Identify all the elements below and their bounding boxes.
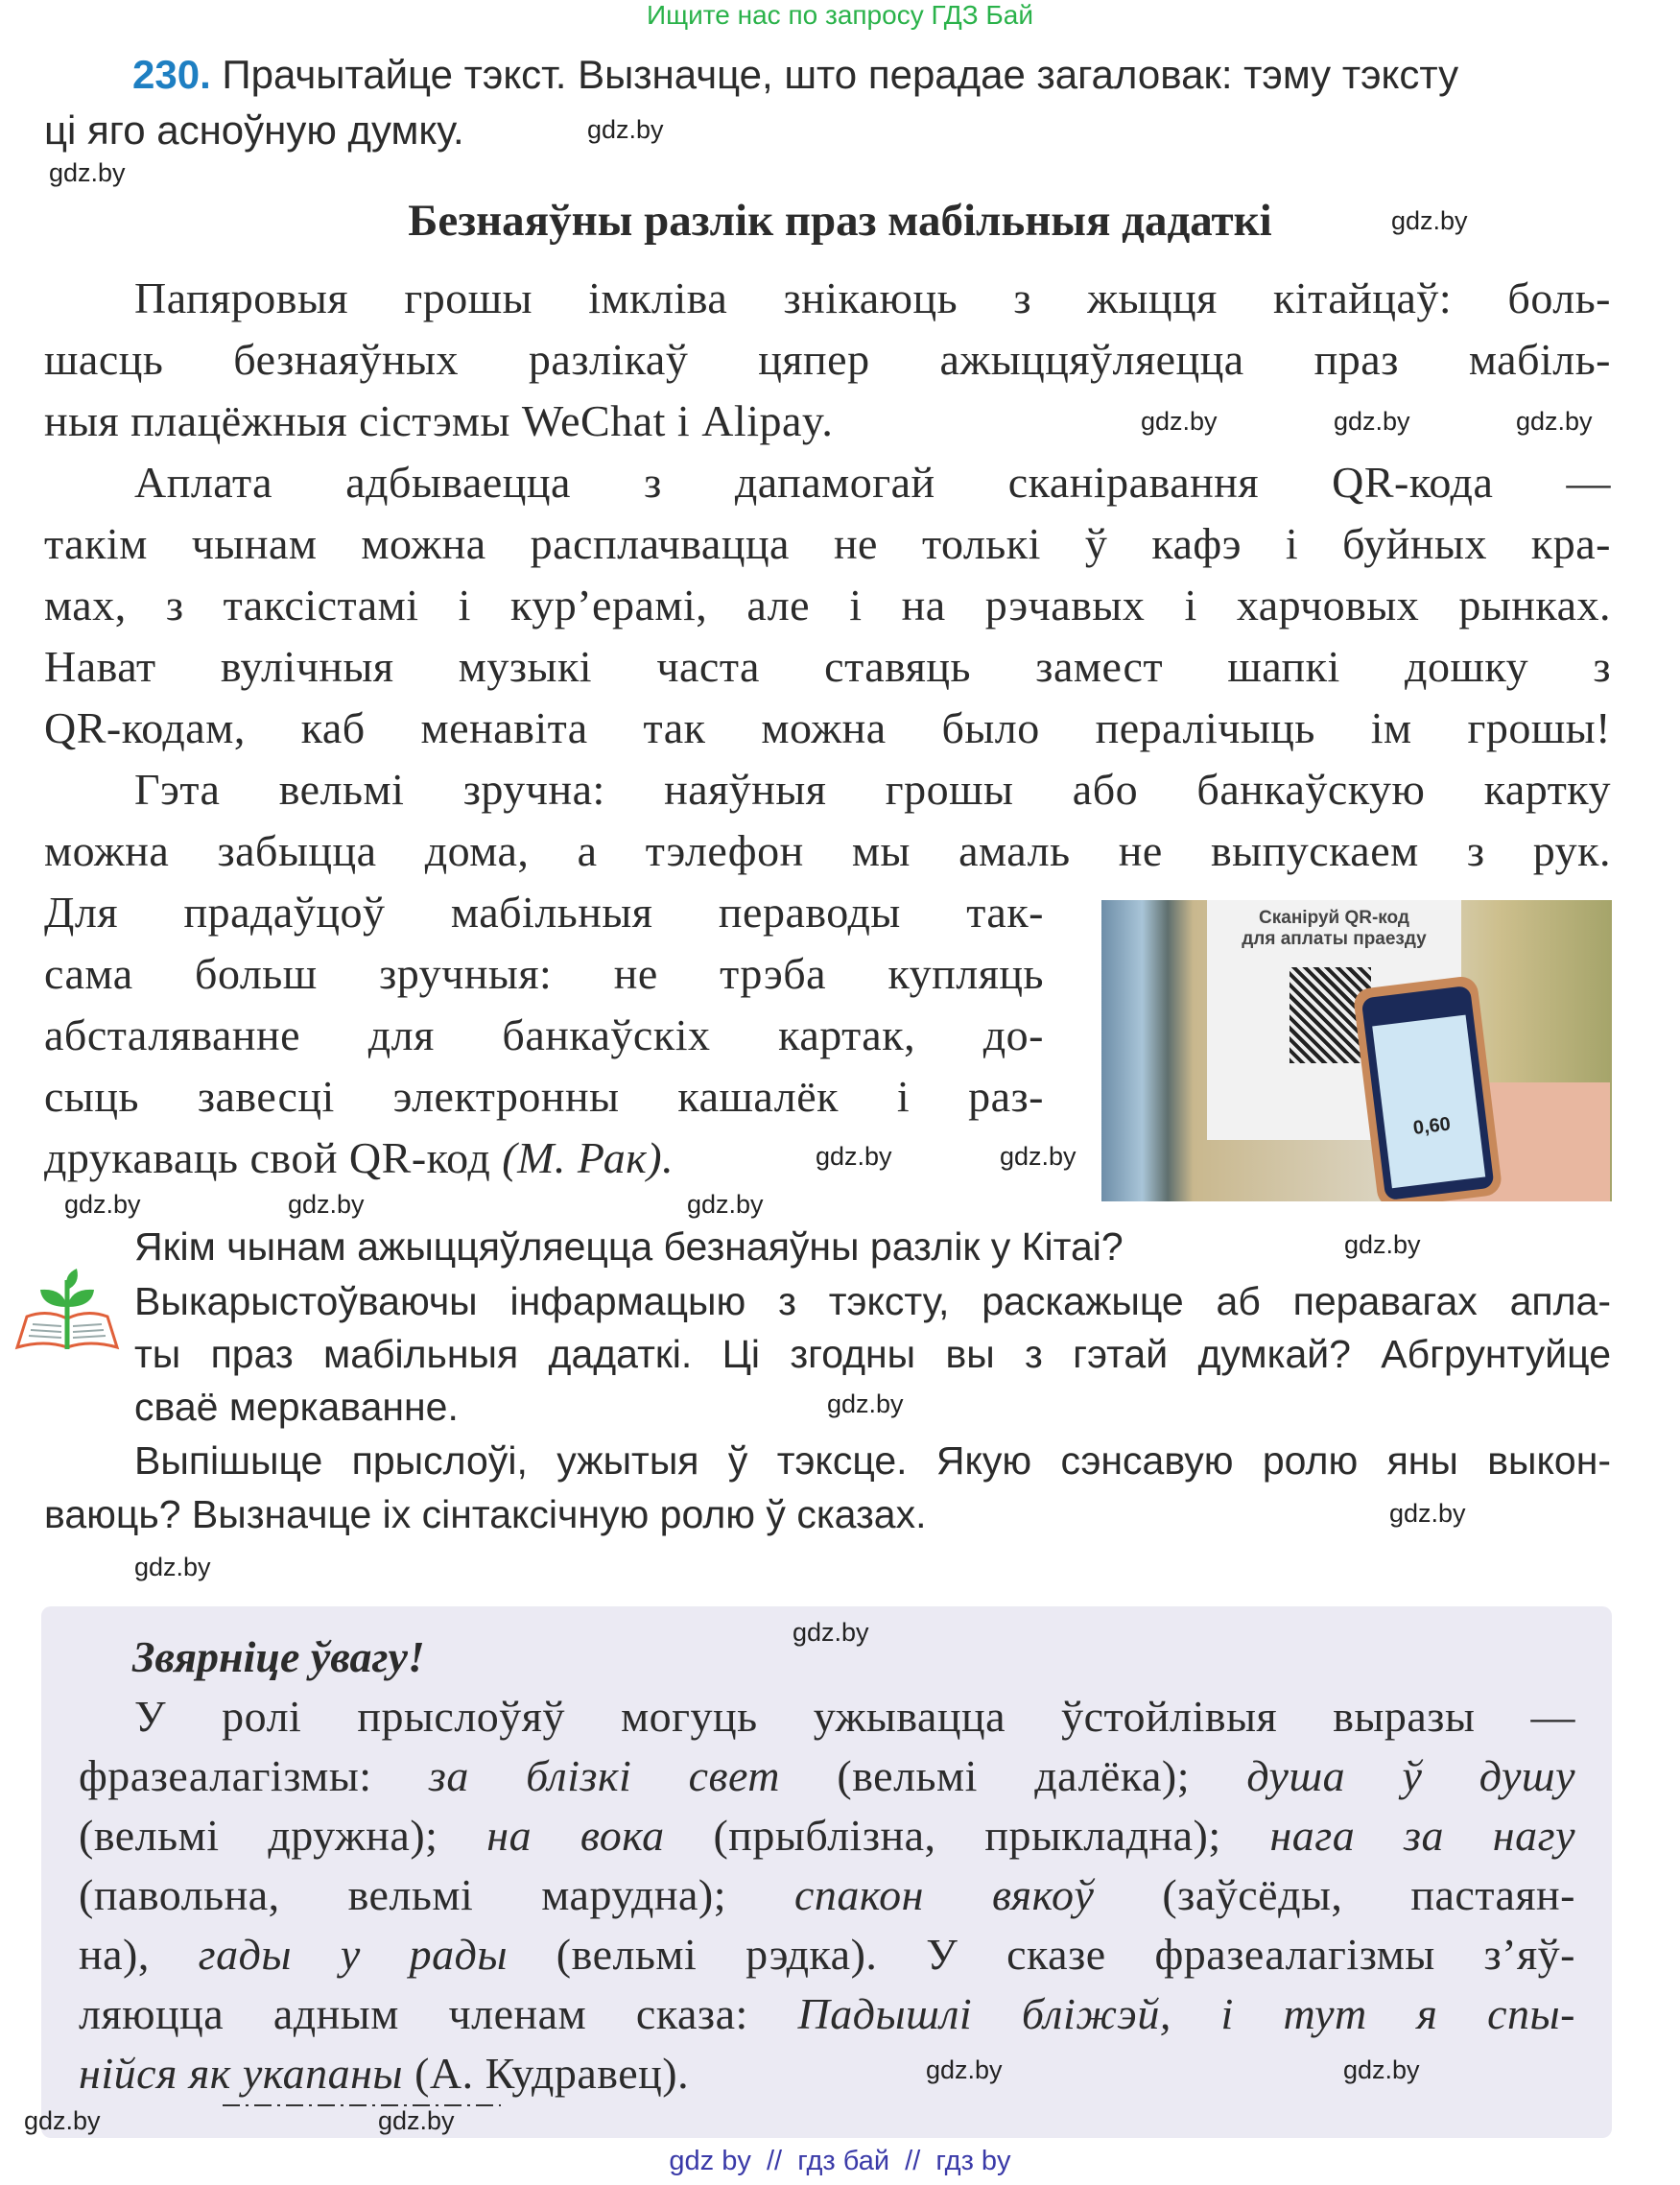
- note-text-segment: (заўсёды, пастаян-: [1094, 1870, 1575, 1919]
- body-line: такім чынам можна расплачвацца не толькі ў кафэ і буйных кра-: [44, 519, 1611, 568]
- gdz-watermark: gdz.by: [1141, 407, 1218, 436]
- question-line: Выкарыстоўваючы інфармацыю з тэксту, раскажыце аб перавагах апла-: [134, 1279, 1611, 1323]
- phraseologism: за блізкі свет: [428, 1751, 781, 1800]
- phraseologism: душа ў душу: [1246, 1751, 1576, 1800]
- phraseologism: спакон вякоў: [793, 1870, 1095, 1919]
- adverbial-underline: [223, 2102, 501, 2109]
- note-line: [134, 1690, 1575, 1744]
- text-heading: Безнаяўны разлік праз мабільныя дадаткі: [408, 196, 1272, 246]
- phraseologism: Падышлі бліжэй, і тут я спы-: [797, 1989, 1575, 2038]
- note-text-segment: (А. Кудравец).: [403, 2049, 690, 2098]
- question-line: сваё меркаванне.: [134, 1385, 459, 1429]
- gdz-watermark: gdz.by: [687, 1190, 764, 1219]
- note-text-segment: фразеалагізмы:: [79, 1751, 429, 1800]
- note-text-segment: У ролі прыслоўяў могуць ужывацца ўстойлівыя выразы —: [134, 1692, 1575, 1741]
- note-text-segment: (прыблізна, прыкладна);: [664, 1811, 1270, 1860]
- body-line-text: друкаваць свой QR-код: [44, 1133, 503, 1182]
- question-line: ты праз мабільныя дадаткі. Ці згодны вы з гэтай думкай? Абгрунтуйце: [134, 1332, 1611, 1376]
- gdz-watermark: gdz.by: [1516, 407, 1593, 436]
- note-line: [79, 1987, 1575, 2041]
- qr-payment-photo: [1101, 900, 1612, 1201]
- body-line: можна забыцца дома, а тэлефон мы амаль не выпускаем з рук.: [44, 826, 1611, 875]
- gdz-watermark: gdz.by: [1391, 206, 1468, 235]
- body-line: Для прадаўцоў мабільныя пераводы так-: [44, 888, 1044, 937]
- task-line-1: [132, 52, 1458, 98]
- task-line-2: ці яго асноўную думку.: [44, 107, 464, 153]
- phraseologism: нага за нагу: [1269, 1811, 1575, 1860]
- body-line: Папяровыя грошы імкліва знікаюць з жыцця кітайцаў: боль-: [134, 273, 1611, 322]
- note-text-segment: на),: [79, 1930, 199, 1979]
- body-line: мах, з таксістамі і кур’ерамі, але і на рэчавых і харчовых рынках.: [44, 581, 1611, 629]
- note-text-segment: ляюцца адным членам сказа:: [79, 1989, 798, 2038]
- gdz-watermark: gdz.by: [827, 1389, 904, 1418]
- phraseologism: укапаны: [242, 2049, 404, 2098]
- note-text-segment: (павольна, вельмі марудна);: [79, 1870, 794, 1919]
- note-text-segment: (вельмі рэдка). У сказе фразеалагізмы з’яў-: [508, 1930, 1575, 1979]
- phraseologism: на вока: [486, 1811, 665, 1860]
- gdz-watermark: gdz.by: [926, 2055, 1003, 2084]
- body-line: QR-кодам, каб менавіта так можна было пералічыць ім грошы!: [44, 703, 1611, 752]
- gdz-watermark: gdz.by: [49, 158, 126, 187]
- note-title: Звярніце ўвагу!: [132, 1632, 425, 1681]
- body-line: [44, 1131, 674, 1185]
- question-line: Якім чынам ажыццяўляецца безнаяўны разлік у Кітаі?: [134, 1224, 1124, 1269]
- body-line: сама больш зручныя: не трэба купляць: [44, 949, 1044, 998]
- phraseologism: нійся як: [79, 2049, 243, 2098]
- body-line: сыць завесці электронны кашалёк і раз-: [44, 1072, 1044, 1121]
- payment-amount: 0,60: [1411, 1113, 1453, 1140]
- top-watermark: Ищите нас по запросу ГДЗ Бай: [646, 0, 1034, 30]
- body-line: Нават вулічныя музыкі часта ставяць замест шапкі дошку з: [44, 642, 1611, 691]
- phraseologism: гады у рады: [198, 1930, 508, 1979]
- gdz-watermark: gdz.by: [1343, 2055, 1420, 2084]
- body-line: шасць безнаяўных разлікаў цяпер ажыццяўляецца праз мабіль-: [44, 335, 1611, 384]
- body-line: ныя плацёжныя сістэмы WeChat і Alipay.: [44, 396, 834, 445]
- gdz-watermark: gdz.by: [64, 1190, 141, 1219]
- note-text-segment: (вельмі дружна);: [79, 1811, 487, 1860]
- gdz-watermark: gdz.by: [1000, 1142, 1077, 1171]
- gdz-watermark: gdz.by: [378, 2106, 455, 2135]
- gdz-watermark: gdz.by: [24, 2106, 101, 2135]
- gdz-watermark: gdz.by: [793, 1618, 869, 1647]
- author-attribution: (М. Рак).: [502, 1133, 674, 1182]
- sign-line-2: для аплаты праезду: [1242, 929, 1427, 949]
- sign-line-1: Сканіруй QR-код: [1259, 908, 1409, 928]
- note-line: [79, 1749, 1575, 1803]
- task-text: Прачытайце тэкст. Вызначце, што перадае загаловак: тэму тэксту: [222, 52, 1459, 97]
- phone: [1352, 975, 1503, 1201]
- question-line: ваюць? Вызначце іх сінтаксічную ролю ў сказах.: [44, 1492, 927, 1536]
- note-line: [79, 1809, 1575, 1863]
- book-sprout-icon: [13, 1269, 121, 1357]
- gdz-watermark: gdz.by: [816, 1142, 892, 1171]
- note-line: [79, 1868, 1575, 1922]
- gdz-watermark: gdz.by: [288, 1190, 365, 1219]
- gdz-watermark: gdz.by: [134, 1553, 211, 1581]
- note-line: [79, 2047, 689, 2101]
- note-line: [79, 1928, 1575, 1982]
- gdz-watermark: gdz.by: [1334, 407, 1410, 436]
- gdz-watermark: gdz.by: [1389, 1499, 1466, 1528]
- footer-watermark: gdz by // гдз бай // гдз by: [669, 2146, 1011, 2176]
- body-line: Аплата адбываецца з дапамогай сканіравання QR-кода —: [134, 458, 1611, 507]
- question-line: Выпішыце прыслоўі, ужытыя ў тэксце. Якую сэнсавую ролю яны выкон-: [134, 1438, 1611, 1483]
- body-line: Гэта вельмі зручна: наяўныя грошы або банкаўскую картку: [134, 765, 1611, 814]
- gdz-watermark: gdz.by: [1344, 1230, 1421, 1259]
- task-number: 230.: [132, 52, 211, 97]
- note-text-segment: (вельмі далёка);: [780, 1751, 1247, 1800]
- body-line: абсталяванне для банкаўскіх картак, до-: [44, 1010, 1044, 1059]
- gdz-watermark: gdz.by: [587, 115, 664, 144]
